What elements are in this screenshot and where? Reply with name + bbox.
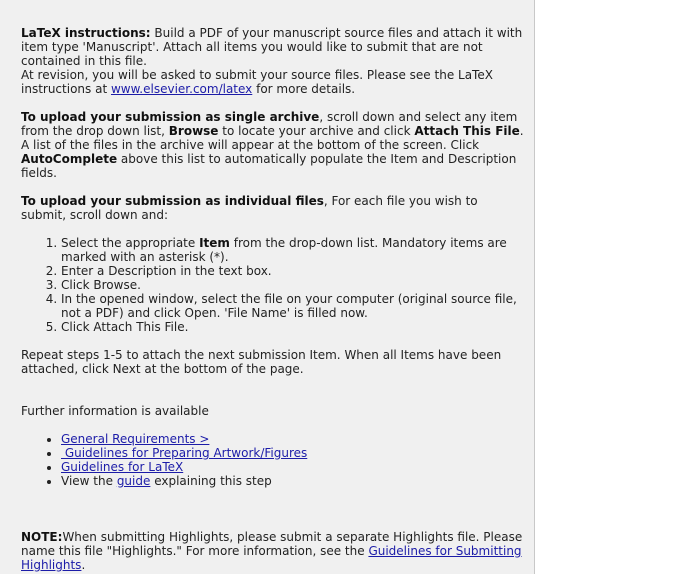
note-paragraph xyxy=(21,530,526,572)
latex-text: Build a PDF of your manuscript source files and attach it with item type 'Manuscript'. Attach all items you would like to submit that are not contained in this file. xyxy=(21,26,523,68)
further-item-1 xyxy=(61,432,526,446)
step-item-5: 5. Click Attach This File. xyxy=(61,320,526,334)
latex-link[interactable]: www.elsevier.com/latex xyxy=(110,82,253,96)
step-item-4: 4. In the opened window, select the file on your computer (original source file, not a PDF) and click Open. 'File Name' is filled now. xyxy=(61,292,526,320)
archive-paragraph xyxy=(21,110,526,180)
individual-heading: To upload your submission as individual files xyxy=(21,194,324,208)
highlights-guidelines-link[interactable]: Guidelines for Submitting Highlights xyxy=(21,544,522,572)
guide-link[interactable]: guide xyxy=(116,474,151,488)
latex-label: LaTeX instructions: xyxy=(21,26,151,40)
step-item-2: 2. Enter a Description in the text box. xyxy=(61,264,526,278)
archive-text-1: , scroll down and select any item from the drop down list, xyxy=(21,110,518,138)
archive-text-4: above this list to automatically populate the Item and Description fields. xyxy=(21,152,517,180)
archive-text-3: . A list of the files in the archive will appear at the bottom of the screen. Click xyxy=(21,124,524,152)
browse-label: Browse xyxy=(168,124,219,138)
artwork-guidelines-link[interactable]: Guidelines for Preparing Artwork/Figures xyxy=(61,446,308,460)
guide-text-end: explaining this step xyxy=(150,474,272,488)
repeat-paragraph: Repeat steps 1-5 to attach the next submission Item. When all Items have been attached, click Next at the bottom of the page. xyxy=(21,348,502,376)
further-info-intro: Further information is available xyxy=(21,404,209,418)
note-text: When submitting Highlights, please submit a separate Highlights file. Please name this file "Highlights." For more information, see the xyxy=(21,530,523,558)
steps-list xyxy=(21,236,526,334)
guide-text: View the xyxy=(61,474,117,488)
autocomplete-label: AutoComplete xyxy=(21,152,118,166)
further-item-4 xyxy=(61,474,526,488)
individual-paragraph xyxy=(21,194,526,222)
note-text-end: . xyxy=(81,558,86,572)
archive-heading: To upload your submission as single archive xyxy=(21,110,320,124)
further-item-2 xyxy=(61,446,526,460)
further-info-list xyxy=(21,432,526,488)
step-item-1 xyxy=(61,236,526,264)
revision-text: At revision, you will be asked to submit your source files. Please see the LaTeX instructions at xyxy=(21,68,493,96)
note-label: NOTE: xyxy=(21,530,63,544)
step-item-3: 3. Click Browse. xyxy=(61,278,526,292)
instructions-content xyxy=(21,26,526,572)
revision-text-end: for more details. xyxy=(252,82,356,96)
latex-guidelines-link[interactable]: Guidelines for LaTeX xyxy=(61,460,184,474)
general-requirements-link[interactable]: General Requirements > xyxy=(61,432,210,446)
step1-text-end: from the drop-down list. Mandatory items are marked with an asterisk (*). xyxy=(61,236,507,264)
step1-text: Select the appropriate xyxy=(61,236,200,250)
further-item-3 xyxy=(61,460,526,474)
archive-text-2: to locate your archive and click xyxy=(218,124,415,138)
individual-text: , For each file you wish to submit, scroll down and: xyxy=(21,194,478,222)
attach-label: Attach This File xyxy=(414,124,520,138)
latex-paragraph xyxy=(21,26,526,96)
step1-item-label: Item xyxy=(199,236,230,250)
